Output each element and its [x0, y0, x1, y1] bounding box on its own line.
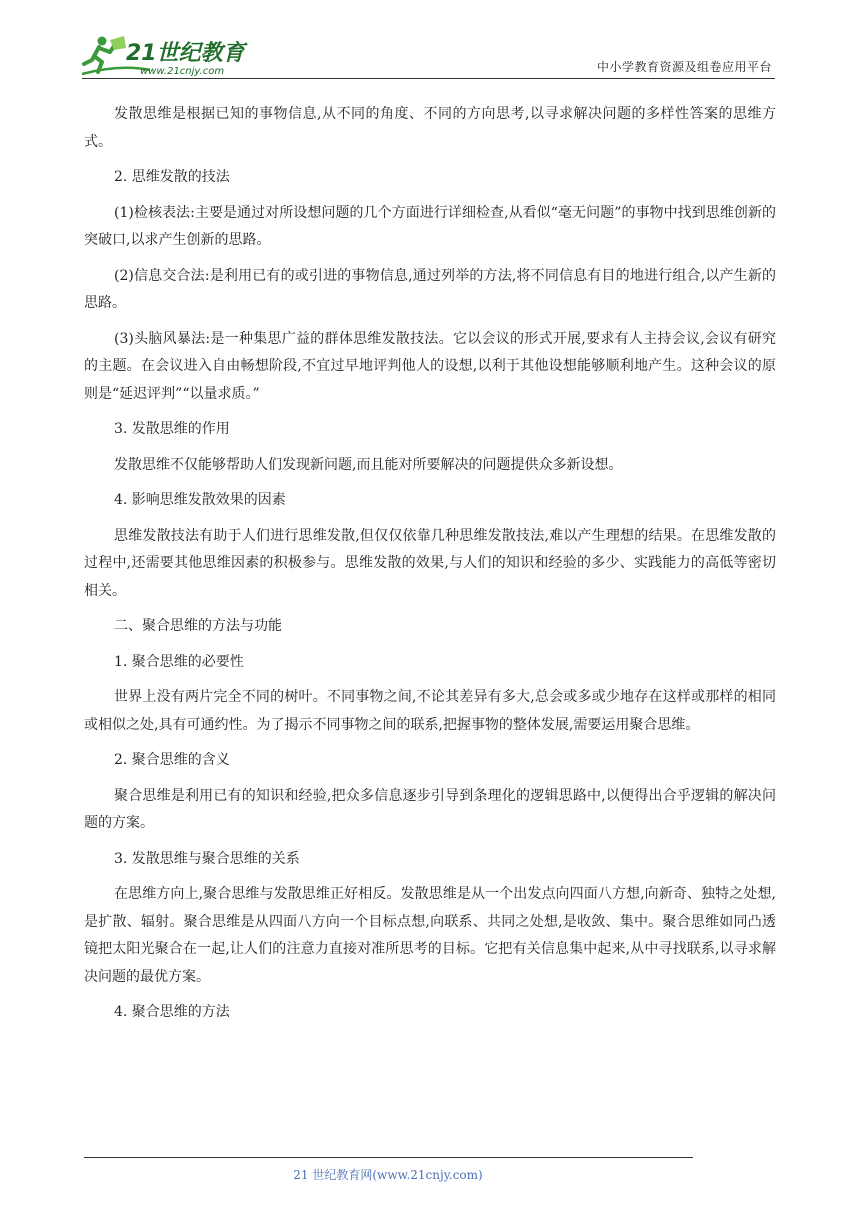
section-heading: 4. 影响思维发散效果的因素: [114, 492, 286, 508]
footer-link[interactable]: 21 世纪教育网(www.21cnjy.com): [293, 1168, 483, 1182]
section-heading: 2. 聚合思维的含义: [114, 752, 230, 768]
paragraph: (1)检核表法:主要是通过对所设想问题的几个方面进行详细检查,从看似“毫无问题”的事物中找到思维创新的突破口,以求产生创新的思路。: [84, 204, 776, 248]
section-heading: 4. 聚合思维的方法: [114, 1004, 230, 1020]
paragraph: (3)头脑风暴法:是一种集思广益的群体思维发散技法。它以会议的形式开展,要求有人主持会议,会议有研究的主题。在会议进入自由畅想阶段,不宜过早地评判他人的设想,以利于其他设想能够顺利地产生。这种会议的原则是“延迟评判”“以量求质。”: [84, 330, 776, 402]
paragraph: 发散思维是根据已知的事物信息,从不同的角度、不同的方向思考,以寻求解决问题的多样性答案的思维方式。: [84, 106, 776, 150]
paragraph: 聚合思维是利用已有的知识和经验,把众多信息逐步引导到条理化的逻辑思路中,以便得出合乎逻辑的解决问题的方案。: [84, 787, 776, 831]
page-header: [0, 0, 860, 84]
section-heading: 2. 思维发散的技法: [114, 169, 230, 185]
section-heading: 3. 发散思维的作用: [114, 421, 230, 437]
logo-21cnjy: [80, 34, 270, 78]
document-body: [84, 101, 776, 1035]
footer-divider: [84, 1157, 693, 1158]
header-divider: [82, 78, 775, 79]
logo-main-text: 21世纪教育: [126, 41, 245, 66]
chapter-heading: 二、聚合思维的方法与功能: [114, 618, 282, 634]
paragraph: 世界上没有两片完全不同的树叶。不同事物之间,不论其差异有多大,总会或多或少地存在这样或那样的相同或相似之处,具有可通约性。为了揭示不同事物之间的联系,把握事物的整体发展,需要运用聚合思维。: [84, 689, 776, 733]
paragraph: (2)信息交合法:是利用已有的或引进的事物信息,通过列举的方法,将不同信息有目的地进行组合,以产生新的思路。: [84, 267, 776, 311]
section-heading: 3. 发散思维与聚合思维的关系: [114, 850, 300, 867]
paragraph: 在思维方向上,聚合思维与发散思维正好相反。发散思维是从一个出发点向四面八方想,向新奇、独特之处想,是扩散、辐射。聚合思维是从四面八方向一个目标点想,向联系、共同之处想,是收敛、集中。聚合思维如同凸透镜把太阳光聚合在一起,让人们的注意力直接对准所思考的目标。它把有关信息集中起来,从中寻找联系,以寻求解决问题的最优方案。: [84, 886, 776, 985]
logo-url-text: www.21cnjy.com: [140, 66, 225, 77]
paragraph: 思维发散技法有助于人们进行思维发散,但仅仅依靠几种思维发散技法,难以产生理想的结果。在思维发散的过程中,还需要其他思维因素的积极参与。思维发散的效果,与人们的知识和经验的多少、实践能力的高低等密切相关。: [84, 527, 776, 599]
paragraph: 发散思维不仅能够帮助人们发现新问题,而且能对所要解决的问题提供众多新设想。: [114, 456, 623, 473]
platform-text: 中小学教育资源及组卷应用平台: [596, 60, 772, 74]
section-heading: 1. 聚合思维的必要性: [114, 653, 244, 670]
